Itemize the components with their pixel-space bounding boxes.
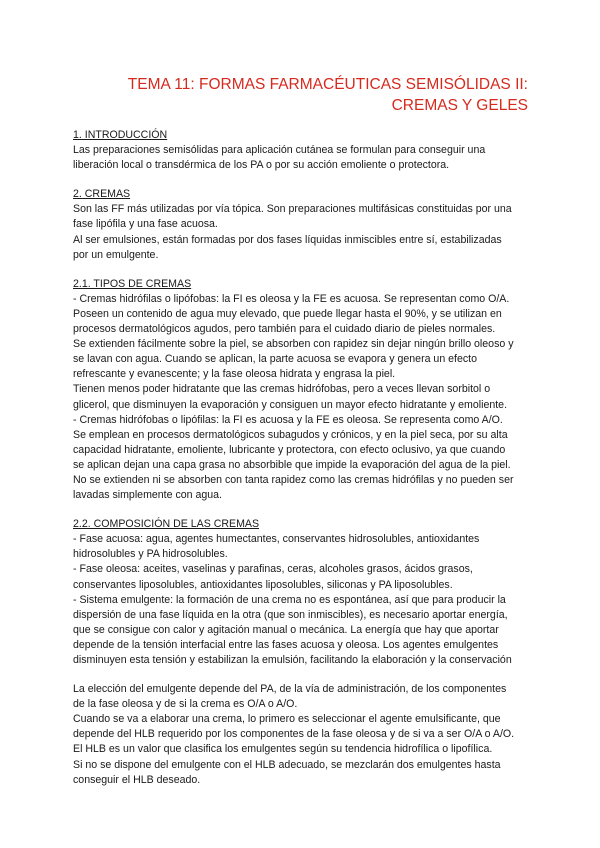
text-line: - Fase oleosa: aceites, vaselinas y parafinas, ceras, alcoholes grasos, ácidos grasos,: [73, 563, 473, 576]
section-tipos-de-cremas: [73, 277, 533, 503]
text-line: de la fase oleosa y de si la crema es O/A o A/O.: [73, 698, 298, 711]
section-composicion: [73, 517, 533, 668]
text-line: - Fase acuosa: agua, agentes humectantes, conservantes hidrosolubles, antioxidantes: [73, 533, 480, 546]
text-line: depende de la tensión interfacial entre las fases acuosa y oleosa. Los agentes emulgentes: [73, 638, 499, 651]
text-line: conservantes liposolubles, antioxidantes liposolubles, siliconas y PA liposolubles.: [73, 578, 453, 591]
section-heading: 2.2. COMPOSICIÓN DE LAS CREMAS: [73, 518, 260, 531]
text-line: Las preparaciones semisólidas para aplicación cutánea se formulan para conseguir una: [73, 144, 486, 157]
title-line-1: TEMA 11: FORMAS FARMACÉUTICAS SEMISÓLIDAS II:: [127, 76, 528, 93]
text-line: depende del HLB requerido por los componentes de la fase oleosa y de si va a ser O/A o A/O.: [73, 728, 515, 741]
section-cremas: [73, 187, 533, 262]
text-line: Se emplean en procesos dermatológicos subagudos y crónicos, y en la piel seca, por su alta: [73, 428, 508, 441]
section-heading: 1. INTRODUCCIÓN: [73, 129, 168, 141]
text-line: conseguir el HLB deseado.: [73, 773, 201, 786]
title-line-2: CREMAS Y GELES: [391, 97, 528, 114]
text-line: disminuyen esta tensión y estabilizan la emulsión, facilitando la elaboración y la conservación: [73, 654, 512, 666]
text-line: Tienen menos poder hidratante que las cremas hidrófobas, pero a veces llevan sorbitol o: [73, 383, 491, 396]
text-line: que se consigue con calor y agitación manual o mecánica. La energía que hay que aportar: [73, 623, 499, 636]
text-line: procesos dermatológicos agudos, pero también para el cuidado diario de pieles normales.: [73, 323, 496, 336]
text-line: - Sistema emulgente: la formación de una crema no es espontánea, así que para producir la: [73, 593, 506, 606]
text-line: Si no se dispone del emulgente con el HLB adecuado, se mezclarán dos emulgentes hasta: [73, 758, 501, 771]
text-line: capacidad hidratante, emoliente, lubricante y protectora, con efecto oclusivo, ya que cuando: [73, 443, 506, 456]
text-line: liberación local o transdérmica de los PA o por su acción emoliente o protectora.: [73, 159, 450, 172]
text-line: Cuando se va a elaborar una crema, lo primero es seleccionar el agente emulsificante, que: [73, 713, 501, 726]
text-line: - Cremas hidrófobas o lipófilas: la FI es acuosa y la FE es oleosa. Se representa como A/O.: [73, 413, 503, 426]
section-introduccion: [73, 128, 533, 173]
text-line: Al ser emulsiones, están formadas por dos fases líquidas inmiscibles entre sí, estabilizadas: [73, 233, 502, 246]
text-line: Poseen un contenido de agua muy elevado, que puede llegar hasta el 90%, y se utilizan en: [73, 307, 502, 320]
section-heading: 2. CREMAS: [73, 188, 131, 201]
text-line: por un emulgente.: [73, 248, 159, 261]
text-line: glicerol, que disminuyen la evaporación y consiguen un mayor efecto hidratante y emoliente.: [73, 398, 508, 411]
page-title: [68, 74, 528, 116]
text-line: lavadas simplemente con agua.: [73, 489, 222, 502]
text-line: La elección del emulgente depende del PA, de la vía de administración, de los componentes: [73, 683, 507, 696]
text-line: hidrosolubles y PA hidrosolubles.: [73, 548, 228, 561]
text-line: Son las FF más utilizadas por vía tópica. Son preparaciones multifásicas constituidas por una: [73, 203, 512, 216]
text-line: - Cremas hidrófilas o lipófobas: la FI es oleosa y la FE es acuosa. Se representan como O/A.: [73, 292, 510, 305]
text-line: dispersión de una fase líquida en la otra (que son inmiscibles), es necesario aportar energía,: [73, 608, 508, 621]
text-line: se aplican dejan una capa grasa no absorbible que impide la evaporación del agua de la piel.: [73, 458, 511, 471]
text-line: No se extienden ni se absorben con tanta rapidez como las cremas hidrófilas y no pueden ser: [73, 473, 514, 486]
section-eleccion-emulgente: [73, 682, 533, 788]
text-line: El HLB es un valor que clasifica los emulgentes según su tendencia hidrofílica o lipofílica.: [73, 743, 493, 756]
document-body: [73, 128, 533, 788]
text-line: fase lipófila y una fase acuosa.: [73, 218, 218, 231]
text-line: Se extienden fácilmente sobre la piel, se absorben con rapidez sin dejar ningún brillo oleoso y: [73, 338, 514, 351]
text-line: refrescante y evanescente; y la fase oleosa hidrata y engrasa la piel.: [73, 368, 396, 381]
text-line: se lavan con agua. Cuando se aplican, la parte acuosa se evapora y genera un efecto: [73, 353, 478, 366]
section-heading: 2.1. TIPOS DE CREMAS: [73, 277, 192, 290]
